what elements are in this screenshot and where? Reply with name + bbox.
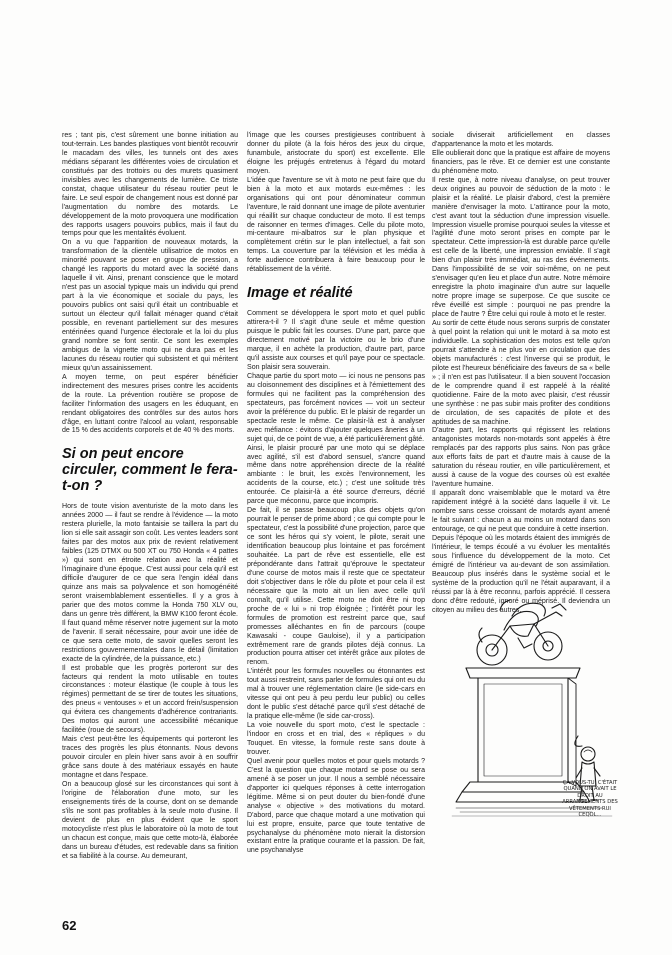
motorcycle-drawing — [477, 600, 566, 665]
text-column-middle — [247, 132, 425, 932]
cartoon-speech-bubble: ÇA VOUS-TU, C'ÉTAIT QUAND ON AVAIT LE DROIT AU ARRANGEMENTS DES VÊTEMENTS RUI CEQOL... — [562, 780, 618, 819]
paragraph: Elle oublierait donc que la pratique est affaire de moyens financiers, pas le rêve. Et ce dernier est une constante du phénomène moto. — [432, 149, 610, 175]
paragraph: Ainsi, le plaisir procuré par une moto qui se déplace avec agilité, s'il est d'abord sensuel, s'ancre quand même dans notre appréhension directe de la réalité ambiante : le bruit, les excès l'environnement, les accidents de la course, etc.) ; c'est une solitude très entourée. Ce plaisir-là a été source d'erreurs, décrié parce que méconnu, parce que incompris. — [247, 444, 425, 506]
text-column-left — [62, 132, 238, 932]
paragraph: Chaque partie du sport moto — ici nous ne pensons pas au cloisonnement des disciplines et à l'émiettement des formules qui ne facilitent pas la compréhension des spectateurs, pas forcément novices — voit un secteur avoir la préférence du public. Et le plaisir de regarder un spectacle reste le même. Ce plaisir-là est à analyser avec méfiance : évitons d'ajouter quelques âneries à un sujet qui, de ce point de vue, a été particulièrement gâté. — [247, 372, 425, 443]
paragraph: Depuis l'époque où les motards étaient des immigrés de l'intérieur, le temps écoulé a vu évoluer les mentalités sous l'influence du développement de la moto. Cet émigré de l'intérieur va au-devant de son assimilation. Beaucoup plus insérés dans le système social et le système de la production qu'il ne l'était auparavant, il a réussi par là à être reconnu, parfois apprécié. Il cessera donc d'être redouté, ignoré ou méprisé. Il deviendra un citoyen au milieu des autres. — [432, 534, 610, 614]
paragraph: On a vu que l'apparition de nouveaux motards, la transformation de la clientèle utilisatrice de motos en minorité pouvant se poser en groupe de pression, a changé les rapports du motard avec la société dans laquelle il vit. Ainsi, prenant conscience que le motard n'est pas un asocial typique mais un individu qui prend part à la vie économique et sociale du pays, les pouvoirs publics ont saisi qu'il était un contribuable et surtout un électeur qu'il fallait ménager quand c'était possible, en revenant partiellement sur des mesures entérinées quand l'urgence électorale et la loi du plus grand nombre se font sentir. Ce sont les exemples ambigus de la vignette moto qui ne dura pas et les lacunes du réseau routier qui subsistent et qui méritent mieux qu'un assainissement. — [62, 239, 238, 372]
paragraph: D'autre part, les rapports qui régissent les relations antagonistes motards non-motards sont appelés à être remplacés par des rapports plus sains. Non pas grâce aux efforts faits de part et d'autre mais à cause de la saturation du réseau routier, en ville particulièrement, et aussi à cause de la vogue des courses où est exaltée l'aventure humaine. — [432, 427, 610, 489]
paragraph: De fait, il se passe beaucoup plus des objets qu'on pourrait le penser de prime abord ; ce qui compte pour le spectateur, c'est la possibilité d'une projection, parce que ce sont les héros qui s'y voient, le pilote, serait une identification beaucoup plus lointaine et pas forcément souhaitée. La part de rêve est essentielle, elle est prépondérante dans l'attrait qu'éprouve le spectateur d'une course de motos mais il reste que ce spectateur doit s'objectiver dans le rôle du pilote et pour cela il est nécessaire que la moto ait un lien avec celle qu'il connaît, qu'il utilise. Cette moto ne doit être ni trop proche de « lui » ni trop éloignée ; l'intérêt pour les formules de promotion est restreint parce que, sauf promesses alléchantes en fin de parcours (coupe Kawasaki - coupe Gauloise), il y a participation extrêmement rare de grands pilotes déjà connus. La production pourra attiser cet intérêt grâce aux pilotes de renom. — [247, 507, 425, 667]
paragraph: Mais c'est peut-être les équipements qui porteront les traces des progrès les plus étonnants. Nous devons pouvoir circuler en plein hiver sans avoir à en souffrir grâce sans doute à des matériaux essayés en haute montagne et dans l'espace. — [62, 736, 238, 779]
paragraph: Hors de toute vision aventuriste de la moto dans les années 2000 — il faut se rendre à l'évidence — la moto restera plurielle, la moto fantaisie se taillera la part du lion si elle sait assagir son coût. Les ventes leaders sont faites par des motos aux prix de revient relativement faibles (125 DTMX ou 500 XT ou 750 Honda « 4 pattes ») qui sont en étroite relation avec la réalité et l'imaginaire d'une époque. C'est aussi pour cela qu'il est difficile d'augurer de ce que sera l'engin idéal dans quinze ans mais sa polyvalence et son homogénéité seront vraisemblablement essentielles. Il y a gros à parier que des motos comme la Honda 750 XLV ou, dans un genre très différent, la BMW K100 feront école. Il faut quand même réserver notre jugement sur la moto de l'avenir. Il serait nécessaire, pour avoir une idée de ce que sera cette moto, de savoir quelles seront les restrictions gouvernementales dans le détail (limitation exacte de la cylindrée, de la puissance, etc.) — [62, 503, 238, 663]
paragraph: l'image que les courses prestigieuses contribuent à donner du pilote (à la fois héros des jeux du cirque, funambule, aristocrate du sport) est excellente. Elle éloigne les préjugés entretenus à l'égard du motard moyen. — [247, 132, 425, 175]
paragraph: Il apparaît donc vraisemblable que le motard va être rapidement intégré à la société dans laquelle il vit. Le nombre sans cesse croissant de motards ayant amené le fait suivant : chacun a au moins un motard dans son entourage, ce qui ne peut que conduire à cette insertion. — [432, 490, 610, 533]
paragraph: A moyen terme, on peut espérer bénéficier indirectement des mesures prises contre les accidents de la route. La prévention routière se propose de faciliter l'information des usagers en les éduquant, en rendant obligatoires des contrôles sur des autos hors d'âge, en luttant contre l'alcool au volant, responsable de 15 % des accidents corporels et de 40 % des morts. — [62, 373, 238, 435]
paragraph: Il reste que, à notre niveau d'analyse, on peut trouver deux origines au pouvoir de séduction de la moto : le plaisir et la réalité. Le plaisir d'abord, c'est la première manière d'envisager la moto. L'attirance pour la moto, c'est avant tout la séduction d'une impression visuelle. Impression visuelle promise pourquoi seules la vitesse et l'agilité d'une moto seront prises en compte par le spectateur. Cette impression-là est durable parce qu'elle est celle de la liberté, une impression enviable. Il s'agit bien d'un plaisir très immédiat, au ras des événements. Dans l'impossibilité de se voir soi-même, on ne peut s'envisager qu'en lieu et place d'un autre. Notre mémoire enregistre la photo imaginaire d'un autre sur laquelle notre propre image se superpose. Ce que suscite ce rêve éveillé est simple : pourquoi ne pas prendre la place de l'autre ? Être celui qui roule à moto et le rester. — [432, 176, 610, 319]
paragraph: La voie nouvelle du sport moto, c'est le spectacle : l'indoor en cross et en trial, des « répliques » du Touquet. En vitesse, la formule reste sans doute à trouver. — [247, 722, 425, 756]
paragraph: Comment se développera le sport moto et quel public attirera-t-il ? Il s'agit d'une seule et même question puisque le public fait les courses. D'une part, parce que directement motivé par la victoire ou le brio d'une marque, il en achète la production, d'autre part, parce qu'il assiste aux courses et qu'il paye pour ce spectacle. Son plaisir sera souverain. — [247, 310, 425, 371]
paragraph: Il est probable que les progrès porteront sur des facteurs qui rendent la moto utilisable en toutes circonstances : moteur élastique (le couple à tous les régimes) permettant de se tirer de toutes les situations, des pneus « ventouses » et un accord frein/suspension qui évitera ces changements d'adhérence contrariants. Des motos qui auront une accessibilité mécanique facilitée (roue de secours). — [62, 664, 238, 735]
paragraph: L'intérêt pour les formules nouvelles ou étonnantes est tout aussi restreint, sans parler de formules qui ont eu du mal à trouver une réglementation claire (le side-cars en vitesse qui ont peu à peu perdu leur public) ou celles dont le public s'est détaché parce qu'il s'est détaché de la pratique elle-même (le side car-cross). — [247, 668, 425, 721]
paragraph: L'idée que l'aventure se vit à moto ne peut faire que du bien à la moto et aux motards eux-mêmes : les organisations qui ont pour dénominateur commun l'aventure, le raid donnant une image de pilote aventurier qui réaillit sur chaque conducteur de moto. Il est temps de raisonner en termes d'images. Celle du pilote moto, mi-centaure mi-albatros sur le plan physique et complètement crétin sur le plan intellectuel, a fait son temps. La couverture par la télévision et les média à forte audience contribuera à faire beaucoup pour le rétablissement de la vérité. — [247, 176, 425, 274]
cartoon-illustration — [452, 586, 618, 914]
paragraph: Quel avenir pour quelles motos et pour quels motards ? C'est la question que chaque motard se pose ou sera amené à se poser un jour. Il nous a semblé nécessaire d'apporter ici quelques réponses à cette interrogation légitime. Même si on peut douter du bien-fondé d'une analyse « objective » des motivations du motard. D'abord, parce que chaque motard a une motivation qui lui est propre, ensuite, parce que toute tentative de psychanalyse du phénomène moto nierait la distorsion existant entre la pratique courante et la passion. De fait, une psychanalyse — [247, 757, 425, 855]
section-heading: Image et réalité — [247, 285, 353, 302]
paragraph: On a beaucoup glosé sur les circonstances qui sont à l'origine de l'élaboration d'une moto, sur les enseignements tirés de la course, dont on se demande s'ils ne sont pas profitables à la seule moto d'usine. Il devient de plus en plus évident que le sport motocycliste n'est plus le laboratoire où la moto de tout un chacun est conçue, mais que cette moto-là, élaborée dans un bureau d'études, est redevable dans sa finition et sa fiabilité à la course. Au demeurant, — [62, 780, 238, 860]
paragraph: res ; tant pis, c'est sûrement une bonne initiation au tout-terrain. Les bandes plastiques vont bientôt recouvrir le macadam des villes, les tunnels ont des axes médians séparant les différentes voies de circulation et constitués par des trottoirs ou des murets quasiment invisibles avec les changements de lumière. Ce triste constat, chaque utilisateur du réseau routier peut le faire. Le seul espoir de changement nous est donné par l'augmentation du nombre des motards. Le développement de la moto provoquera une modification des rapports usagers pouvoirs publics, mais il faut du temps pour que les mentalités évoluent. — [62, 132, 238, 238]
page-number: 62 — [62, 918, 77, 933]
paragraph: Au sortir de cette étude nous serons surpris de constater à quel point la relation qui unit le motard à sa moto est individuelle. La sophistication des motos est telle qu'on pourrait s'attendre à ne plus voir en circulation que des objets manufacturés : c'est l'inverse qui se produit, le pilote est l'heureux bénéficiaire des faveurs de sa « belle » ; il n'en est pas l'utilisateur. Il a bien souvent l'occasion de le comprendre quand il est rappelé à la réalité quotidienne. Faire de la moto avec plaisir, c'est réussir une synthèse : ne pas subir mais profiter des conditions de circulation, de ses capacités de pilote et des aptitudes de sa machine. — [432, 320, 610, 426]
text-column-right — [432, 132, 610, 614]
section-heading: Si on peut encore circuler, comment le fera-t-on ? — [62, 446, 238, 495]
paragraph: sociale diviserait artificiellement en classes d'appartenance la moto et les motards. — [432, 132, 610, 148]
